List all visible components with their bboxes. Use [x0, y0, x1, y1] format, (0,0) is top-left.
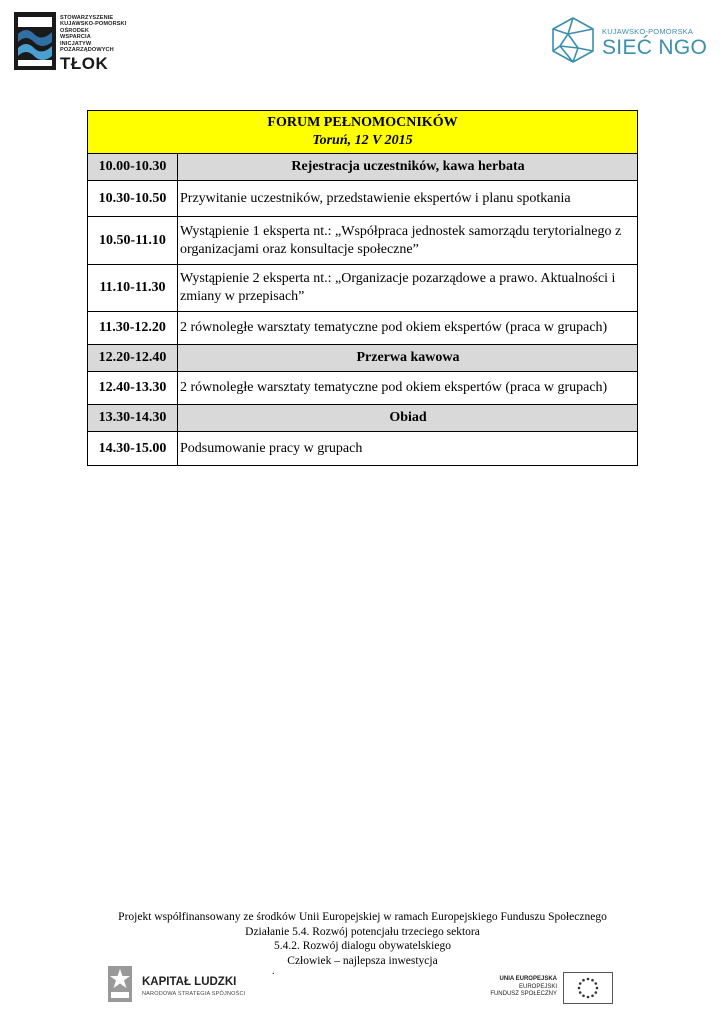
kapital-ludzki-title: KAPITAŁ LUDZKI [142, 976, 237, 988]
agenda-row [88, 372, 638, 405]
footer-line: Człowiek – najlepsza inwestycja [287, 954, 438, 967]
eu-flag-icon [563, 972, 613, 1004]
footer-funding-note [0, 910, 725, 968]
agenda-row [88, 312, 638, 345]
agenda-time: 10.30-10.50 [88, 181, 178, 217]
agenda-header [88, 111, 638, 154]
tlok-line: STOWARZYSZENIE [60, 15, 114, 21]
agenda-time: 10.50-11.10 [88, 217, 178, 265]
tlok-line: OŚRODEK [60, 27, 89, 34]
agenda-desc: Obiad [178, 405, 638, 432]
kapital-ludzki-star-icon [108, 966, 132, 1002]
kapital-ludzki-subtitle: NARODOWA STRATEGIA SPÓJNOŚCI [142, 991, 246, 997]
eu-line: FUNDUSZ SPOŁECZNY [490, 991, 557, 997]
siec-ngo-logo [548, 16, 708, 66]
siec-region-label: KUJAWSKO-POMORSKA [602, 27, 694, 36]
eu-line: EUROPEJSKI [518, 983, 557, 990]
eu-label [490, 976, 557, 999]
agenda-time: 11.30-12.20 [88, 312, 178, 345]
footer-line: Projekt współfinansowany ze środków Unii Europejskiej w ramach Europejskiego Funduszu Społecznego [118, 911, 607, 923]
agenda-time: 12.40-13.30 [88, 372, 178, 405]
agenda-row [88, 345, 638, 372]
tlok-line: KUJAWSKO-POMORSKI [60, 21, 127, 28]
agenda-desc: Przerwa kawowa [178, 345, 638, 372]
siec-name: SIEĆ NGO [602, 36, 708, 59]
agenda-desc: Wystąpienie 1 eksperta nt.: „Współpraca jednostek samorządu terytorialnego z organizacjami oraz konsultacje społeczne” [178, 217, 638, 265]
footer-line: Działanie 5.4. Rozwój potencjału trzeciego sektora [245, 925, 480, 938]
tlok-line: INICJATYW [60, 40, 92, 47]
eu-efs-logo [490, 970, 615, 1004]
footer-line: 5.4.2. Rozwój dialogu obywatelskiego [274, 940, 451, 952]
agenda-desc: Wystąpienie 2 eksperta nt.: „Organizacje pozarządowe a prawo. Aktualności i zmiany w przepisach” [178, 265, 638, 312]
agenda-time: 11.10-11.30 [88, 265, 178, 312]
agenda-row [88, 181, 638, 217]
agenda-desc: Przywitanie uczestników, przedstawienie ekspertów i planu spotkania [178, 181, 638, 217]
agenda-row [88, 405, 638, 432]
agenda-title: FORUM PEŁNOMOCNIKÓW [267, 115, 458, 130]
tlok-logo [14, 12, 144, 74]
footer-dot: . [272, 966, 275, 977]
agenda-row [88, 217, 638, 265]
agenda-table [87, 110, 638, 466]
eu-line: UNIA EUROPEJSKA [499, 976, 557, 982]
agenda-desc: Rejestracja uczestników, kawa herbata [178, 154, 638, 181]
tlok-org-name [60, 15, 126, 53]
agenda-time: 14.30-15.00 [88, 432, 178, 466]
agenda-time: 12.20-12.40 [88, 345, 178, 372]
tlok-emblem-icon [14, 12, 56, 70]
tlok-name: TŁOK [60, 54, 109, 73]
agenda-subtitle: Toruń, 12 V 2015 [312, 133, 413, 148]
agenda-header-row [88, 111, 638, 154]
agenda-row [88, 432, 638, 466]
kapital-ludzki-logo [108, 966, 248, 1004]
agenda-row [88, 265, 638, 312]
agenda-desc: 2 równoległe warsztaty tematyczne pod okiem ekspertów (praca w grupach) [178, 312, 638, 345]
network-globe-icon [548, 16, 598, 64]
agenda-desc: 2 równoległe warsztaty tematyczne pod okiem ekspertów (praca w grupach) [178, 372, 638, 405]
agenda-row [88, 154, 638, 181]
tlok-line: POZARZĄDOWYCH [60, 47, 114, 54]
agenda-desc: Podsumowanie pracy w grupach [178, 432, 638, 466]
agenda-time: 10.00-10.30 [88, 154, 178, 181]
agenda-time: 13.30-14.30 [88, 405, 178, 432]
tlok-line: WSPARCIA [60, 34, 91, 41]
